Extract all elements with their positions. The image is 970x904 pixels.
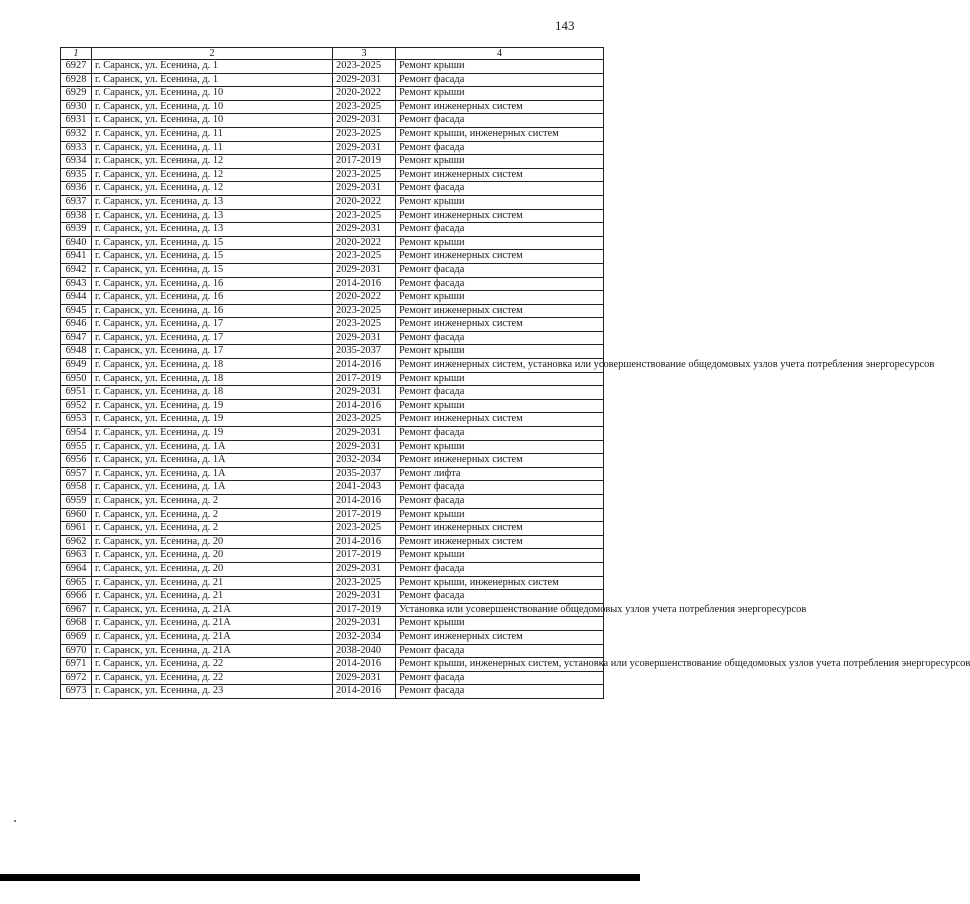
row-address: г. Саранск, ул. Есенина, д. 1 xyxy=(92,60,333,74)
row-work-type: Ремонт инженерных систем xyxy=(396,535,604,549)
row-address: г. Саранск, ул. Есенина, д. 18 xyxy=(92,372,333,386)
row-address: г. Саранск, ул. Есенина, д. 20 xyxy=(92,562,333,576)
row-address: г. Саранск, ул. Есенина, д. 19 xyxy=(92,399,333,413)
row-work-type: Ремонт инженерных систем xyxy=(396,454,604,468)
row-number: 6953 xyxy=(61,413,92,427)
table-row xyxy=(61,481,604,495)
row-work-type: Ремонт крыши, инженерных систем xyxy=(396,127,604,141)
row-period: 2020-2022 xyxy=(333,87,396,101)
row-address: г. Саранск, ул. Есенина, д. 2 xyxy=(92,508,333,522)
row-period: 2029-2031 xyxy=(333,331,396,345)
row-address: г. Саранск, ул. Есенина, д. 10 xyxy=(92,100,333,114)
table-row xyxy=(61,644,604,658)
column-header: 3 xyxy=(333,48,396,60)
row-number: 6928 xyxy=(61,73,92,87)
row-address: г. Саранск, ул. Есенина, д. 15 xyxy=(92,263,333,277)
table-row xyxy=(61,685,604,699)
table-row xyxy=(61,522,604,536)
row-period: 2029-2031 xyxy=(333,562,396,576)
row-work-type: Ремонт инженерных систем xyxy=(396,522,604,536)
row-number: 6940 xyxy=(61,236,92,250)
row-period: 2029-2031 xyxy=(333,617,396,631)
row-work-type: Ремонт крыши, инженерных систем xyxy=(396,576,604,590)
table-row xyxy=(61,440,604,454)
row-period: 2029-2031 xyxy=(333,440,396,454)
row-address: г. Саранск, ул. Есенина, д. 18 xyxy=(92,359,333,373)
row-address: г. Саранск, ул. Есенина, д. 22 xyxy=(92,671,333,685)
row-number: 6927 xyxy=(61,60,92,74)
row-number: 6951 xyxy=(61,386,92,400)
row-address: г. Саранск, ул. Есенина, д. 11 xyxy=(92,127,333,141)
row-period: 2020-2022 xyxy=(333,291,396,305)
row-work-type: Ремонт фасада xyxy=(396,73,604,87)
row-number: 6949 xyxy=(61,359,92,373)
row-number: 6966 xyxy=(61,590,92,604)
row-address: г. Саранск, ул. Есенина, д. 1А xyxy=(92,467,333,481)
row-work-type: Ремонт фасада xyxy=(396,562,604,576)
table-row xyxy=(61,617,604,631)
row-period: 2029-2031 xyxy=(333,427,396,441)
row-period: 2023-2025 xyxy=(333,209,396,223)
row-work-type: Ремонт фасада xyxy=(396,223,604,237)
row-address: г. Саранск, ул. Есенина, д. 12 xyxy=(92,168,333,182)
row-address: г. Саранск, ул. Есенина, д. 1А xyxy=(92,481,333,495)
row-period: 2014-2016 xyxy=(333,495,396,509)
row-number: 6938 xyxy=(61,209,92,223)
row-work-type: Ремонт инженерных систем xyxy=(396,630,604,644)
row-address: г. Саранск, ул. Есенина, д. 20 xyxy=(92,535,333,549)
table-row xyxy=(61,331,604,345)
table-row xyxy=(61,386,604,400)
row-period: 2029-2031 xyxy=(333,671,396,685)
row-period: 2023-2025 xyxy=(333,127,396,141)
row-number: 6971 xyxy=(61,658,92,672)
row-number: 6955 xyxy=(61,440,92,454)
row-work-type: Ремонт фасада xyxy=(396,685,604,699)
table-row xyxy=(61,209,604,223)
row-number: 6963 xyxy=(61,549,92,563)
row-work-type: Ремонт крыши xyxy=(396,549,604,563)
row-period: 2023-2025 xyxy=(333,413,396,427)
row-work-type: Ремонт крыши xyxy=(396,155,604,169)
column-header: 1 xyxy=(61,48,92,60)
table-body xyxy=(61,60,970,699)
table-row xyxy=(61,535,604,549)
row-work-type: Ремонт фасада xyxy=(396,386,604,400)
row-address: г. Саранск, ул. Есенина, д. 16 xyxy=(92,291,333,305)
row-address: г. Саранск, ул. Есенина, д. 2 xyxy=(92,495,333,509)
row-work-type: Ремонт крыши xyxy=(396,236,604,250)
row-address: г. Саранск, ул. Есенина, д. 13 xyxy=(92,195,333,209)
row-period: 2017-2019 xyxy=(333,603,396,617)
table-row xyxy=(61,399,604,413)
column-header: 4 xyxy=(396,48,604,60)
row-number: 6948 xyxy=(61,345,92,359)
table-row xyxy=(61,590,604,604)
row-address: г. Саранск, ул. Есенина, д. 17 xyxy=(92,318,333,332)
row-number: 6935 xyxy=(61,168,92,182)
table-row xyxy=(61,141,604,155)
row-work-type: Ремонт инженерных систем xyxy=(396,250,604,264)
row-work-type: Ремонт фасада xyxy=(396,331,604,345)
row-address: г. Саранск, ул. Есенина, д. 18 xyxy=(92,386,333,400)
row-work-type: Ремонт лифта xyxy=(396,467,604,481)
row-work-type: Ремонт инженерных систем xyxy=(396,318,604,332)
row-period: 2020-2022 xyxy=(333,195,396,209)
row-address: г. Саранск, ул. Есенина, д. 19 xyxy=(92,413,333,427)
row-work-type: Ремонт инженерных систем xyxy=(396,100,604,114)
row-period: 2029-2031 xyxy=(333,114,396,128)
table-row xyxy=(61,250,604,264)
row-work-type: Ремонт крыши xyxy=(396,291,604,305)
row-address: г. Саранск, ул. Есенина, д. 12 xyxy=(92,182,333,196)
row-work-type: Ремонт инженерных систем, установка или усовершенствование общедомовых узлов учета потребления энергоресурсов xyxy=(396,359,604,373)
table-row xyxy=(61,100,604,114)
row-address: г. Саранск, ул. Есенина, д. 13 xyxy=(92,223,333,237)
row-period: 2032-2034 xyxy=(333,454,396,468)
row-address: г. Саранск, ул. Есенина, д. 15 xyxy=(92,236,333,250)
row-number: 6965 xyxy=(61,576,92,590)
row-work-type: Ремонт крыши xyxy=(396,440,604,454)
row-work-type: Ремонт крыши, инженерных систем, установка или усовершенствование общедомовых узлов учета потребления энергоресурсов xyxy=(396,658,604,672)
row-work-type: Ремонт фасада xyxy=(396,114,604,128)
table-row xyxy=(61,427,604,441)
row-address: г. Саранск, ул. Есенина, д. 22 xyxy=(92,658,333,672)
table-row xyxy=(61,495,604,509)
row-work-type: Ремонт инженерных систем xyxy=(396,168,604,182)
row-period: 2035-2037 xyxy=(333,467,396,481)
row-work-type: Ремонт крыши xyxy=(396,617,604,631)
row-number: 6961 xyxy=(61,522,92,536)
row-period: 2029-2031 xyxy=(333,386,396,400)
table-row xyxy=(61,549,604,563)
row-work-type: Ремонт фасада xyxy=(396,427,604,441)
table-row xyxy=(61,372,604,386)
row-period: 2035-2037 xyxy=(333,345,396,359)
row-number: 6937 xyxy=(61,195,92,209)
row-work-type: Ремонт крыши xyxy=(396,195,604,209)
row-number: 6969 xyxy=(61,630,92,644)
table-row xyxy=(61,87,604,101)
row-period: 2029-2031 xyxy=(333,263,396,277)
row-period: 2029-2031 xyxy=(333,73,396,87)
row-period: 2014-2016 xyxy=(333,685,396,699)
row-number: 6939 xyxy=(61,223,92,237)
row-period: 2014-2016 xyxy=(333,359,396,373)
row-number: 6942 xyxy=(61,263,92,277)
row-period: 2023-2025 xyxy=(333,100,396,114)
row-work-type: Ремонт фасада xyxy=(396,590,604,604)
table-row xyxy=(61,223,604,237)
row-period: 2029-2031 xyxy=(333,223,396,237)
row-number: 6950 xyxy=(61,372,92,386)
row-work-type: Ремонт фасада xyxy=(396,263,604,277)
row-number: 6959 xyxy=(61,495,92,509)
table-row xyxy=(61,658,604,672)
row-period: 2032-2034 xyxy=(333,630,396,644)
table-row xyxy=(61,291,604,305)
row-address: г. Саранск, ул. Есенина, д. 2 xyxy=(92,522,333,536)
row-period: 2017-2019 xyxy=(333,508,396,522)
row-work-type: Ремонт крыши xyxy=(396,345,604,359)
row-address: г. Саранск, ул. Есенина, д. 15 xyxy=(92,250,333,264)
row-number: 6936 xyxy=(61,182,92,196)
table-row xyxy=(61,277,604,291)
row-work-type: Ремонт фасада xyxy=(396,495,604,509)
row-period: 2020-2022 xyxy=(333,236,396,250)
table-row xyxy=(61,114,604,128)
table-row xyxy=(61,359,604,373)
table-row xyxy=(61,630,604,644)
row-number: 6946 xyxy=(61,318,92,332)
repair-schedule-table xyxy=(60,47,970,699)
row-number: 6945 xyxy=(61,304,92,318)
row-address: г. Саранск, ул. Есенина, д. 23 xyxy=(92,685,333,699)
row-address: г. Саранск, ул. Есенина, д. 21А xyxy=(92,644,333,658)
row-period: 2014-2016 xyxy=(333,277,396,291)
row-period: 2023-2025 xyxy=(333,318,396,332)
row-address: г. Саранск, ул. Есенина, д. 21А xyxy=(92,603,333,617)
table-row xyxy=(61,454,604,468)
row-number: 6960 xyxy=(61,508,92,522)
row-number: 6968 xyxy=(61,617,92,631)
row-number: 6947 xyxy=(61,331,92,345)
row-work-type: Ремонт инженерных систем xyxy=(396,413,604,427)
row-number: 6941 xyxy=(61,250,92,264)
table-row xyxy=(61,127,604,141)
row-period: 2017-2019 xyxy=(333,155,396,169)
row-address: г. Саранск, ул. Есенина, д. 17 xyxy=(92,345,333,359)
row-work-type: Ремонт крыши xyxy=(396,60,604,74)
row-number: 6933 xyxy=(61,141,92,155)
row-number: 6954 xyxy=(61,427,92,441)
column-header: 2 xyxy=(92,48,333,60)
row-work-type: Ремонт крыши xyxy=(396,399,604,413)
table-row xyxy=(61,318,604,332)
row-period: 2017-2019 xyxy=(333,549,396,563)
row-number: 6952 xyxy=(61,399,92,413)
row-address: г. Саранск, ул. Есенина, д. 11 xyxy=(92,141,333,155)
row-period: 2038-2040 xyxy=(333,644,396,658)
row-number: 6970 xyxy=(61,644,92,658)
scan-border-line xyxy=(0,874,640,881)
row-work-type: Установка или усовершенствование общедомовых узлов учета потребления энергоресурсов xyxy=(396,603,604,617)
row-work-type: Ремонт инженерных систем xyxy=(396,304,604,318)
row-period: 2023-2025 xyxy=(333,576,396,590)
row-period: 2029-2031 xyxy=(333,182,396,196)
table-header-row xyxy=(61,48,604,60)
row-period: 2017-2019 xyxy=(333,372,396,386)
row-work-type: Ремонт фасада xyxy=(396,671,604,685)
table-row xyxy=(61,576,604,590)
row-address: г. Саранск, ул. Есенина, д. 10 xyxy=(92,114,333,128)
table-row xyxy=(61,467,604,481)
row-number: 6967 xyxy=(61,603,92,617)
row-address: г. Саранск, ул. Есенина, д. 1А xyxy=(92,440,333,454)
scan-speck xyxy=(14,820,16,822)
row-work-type: Ремонт фасада xyxy=(396,182,604,196)
row-number: 6932 xyxy=(61,127,92,141)
row-address: г. Саранск, ул. Есенина, д. 12 xyxy=(92,155,333,169)
table-row xyxy=(61,195,604,209)
row-period: 2014-2016 xyxy=(333,658,396,672)
row-address: г. Саранск, ул. Есенина, д. 10 xyxy=(92,87,333,101)
row-period: 2023-2025 xyxy=(333,168,396,182)
table-row xyxy=(61,562,604,576)
row-period: 2023-2025 xyxy=(333,304,396,318)
row-number: 6931 xyxy=(61,114,92,128)
row-period: 2029-2031 xyxy=(333,590,396,604)
row-address: г. Саранск, ул. Есенина, д. 16 xyxy=(92,304,333,318)
table-row xyxy=(61,168,604,182)
row-work-type: Ремонт фасада xyxy=(396,644,604,658)
row-period: 2023-2025 xyxy=(333,522,396,536)
row-number: 6944 xyxy=(61,291,92,305)
row-address: г. Саранск, ул. Есенина, д. 21 xyxy=(92,576,333,590)
row-work-type: Ремонт фасада xyxy=(396,277,604,291)
row-number: 6973 xyxy=(61,685,92,699)
table-row xyxy=(61,603,604,617)
row-number: 6957 xyxy=(61,467,92,481)
row-period: 2023-2025 xyxy=(333,250,396,264)
row-work-type: Ремонт крыши xyxy=(396,87,604,101)
table-row xyxy=(61,182,604,196)
row-address: г. Саранск, ул. Есенина, д. 20 xyxy=(92,549,333,563)
row-address: г. Саранск, ул. Есенина, д. 19 xyxy=(92,427,333,441)
row-number: 6929 xyxy=(61,87,92,101)
table-row xyxy=(61,413,604,427)
table-row xyxy=(61,60,604,74)
row-period: 2014-2016 xyxy=(333,535,396,549)
row-address: г. Саранск, ул. Есенина, д. 21А xyxy=(92,617,333,631)
table-row xyxy=(61,155,604,169)
row-number: 6930 xyxy=(61,100,92,114)
table-row xyxy=(61,73,604,87)
row-number: 6962 xyxy=(61,535,92,549)
row-address: г. Саранск, ул. Есенина, д. 21А xyxy=(92,630,333,644)
row-number: 6964 xyxy=(61,562,92,576)
row-number: 6958 xyxy=(61,481,92,495)
row-address: г. Саранск, ул. Есенина, д. 16 xyxy=(92,277,333,291)
row-work-type: Ремонт фасада xyxy=(396,481,604,495)
row-address: г. Саранск, ул. Есенина, д. 13 xyxy=(92,209,333,223)
row-period: 2023-2025 xyxy=(333,60,396,74)
page-number: 143 xyxy=(555,18,575,33)
row-number: 6934 xyxy=(61,155,92,169)
row-work-type: Ремонт крыши xyxy=(396,372,604,386)
row-number: 6943 xyxy=(61,277,92,291)
row-address: г. Саранск, ул. Есенина, д. 1 xyxy=(92,73,333,87)
table-row xyxy=(61,671,604,685)
row-address: г. Саранск, ул. Есенина, д. 21 xyxy=(92,590,333,604)
row-work-type: Ремонт крыши xyxy=(396,508,604,522)
row-period: 2029-2031 xyxy=(333,141,396,155)
row-work-type: Ремонт инженерных систем xyxy=(396,209,604,223)
row-address: г. Саранск, ул. Есенина, д. 1А xyxy=(92,454,333,468)
row-number: 6972 xyxy=(61,671,92,685)
row-period: 2041-2043 xyxy=(333,481,396,495)
table-row xyxy=(61,263,604,277)
table-row xyxy=(61,345,604,359)
row-period: 2014-2016 xyxy=(333,399,396,413)
row-number: 6956 xyxy=(61,454,92,468)
table-row xyxy=(61,304,604,318)
row-address: г. Саранск, ул. Есенина, д. 17 xyxy=(92,331,333,345)
row-work-type: Ремонт фасада xyxy=(396,141,604,155)
table-row xyxy=(61,508,604,522)
table-row xyxy=(61,236,604,250)
